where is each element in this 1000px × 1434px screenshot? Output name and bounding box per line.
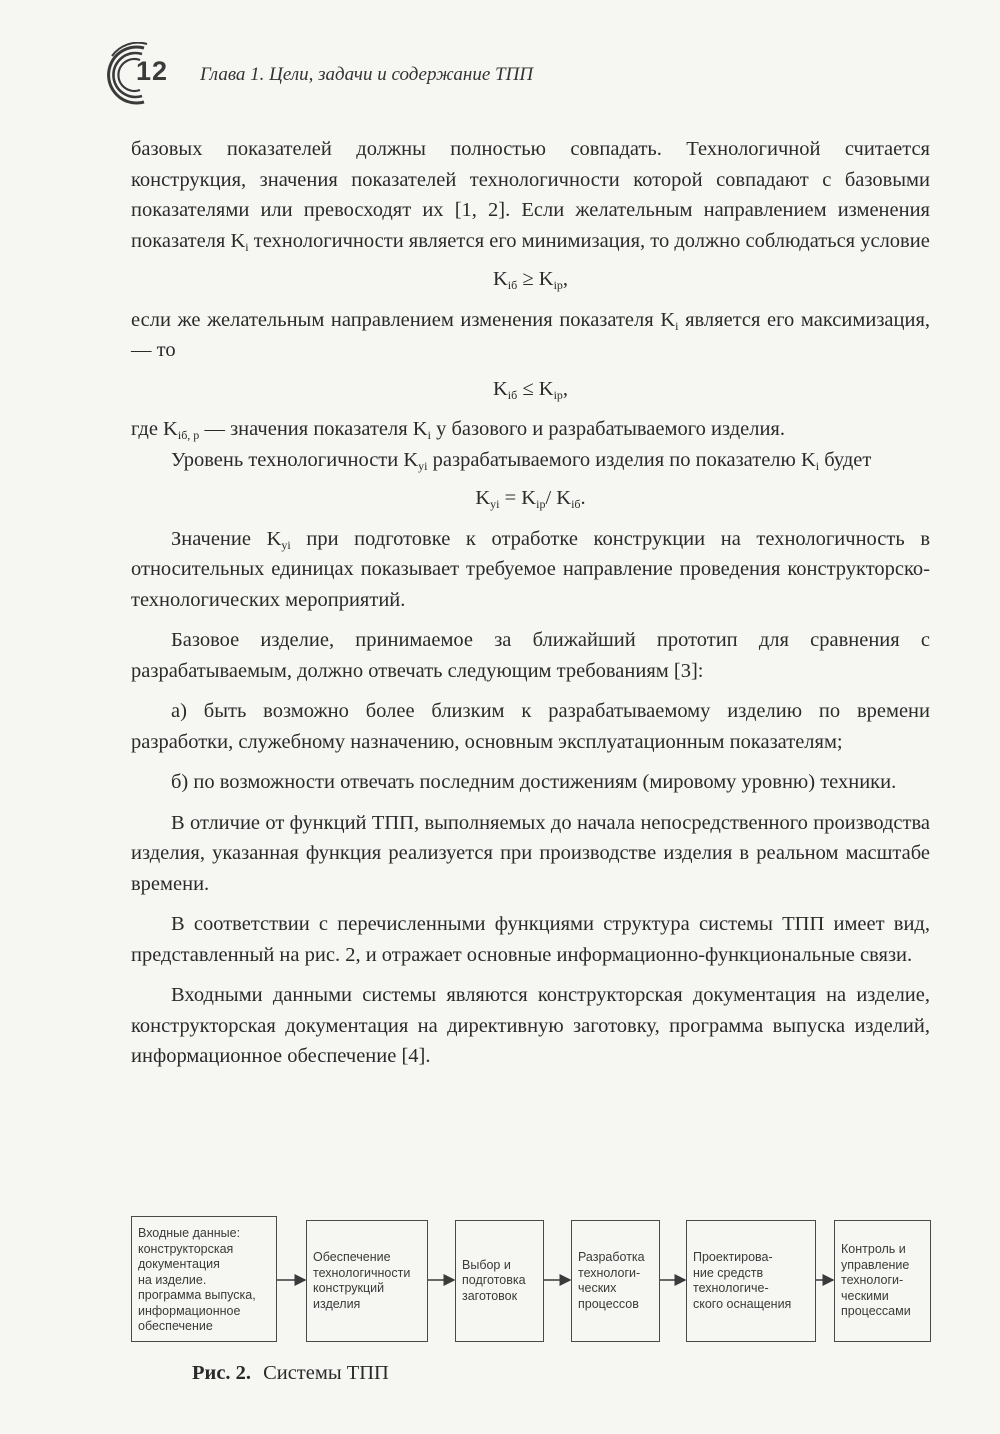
list-item: б) по возможности отвечать последним достижениям (мировому уровню) техники.: [171, 771, 897, 793]
box-processes: Разработка технологи- ческих процессов: [571, 1220, 660, 1342]
box-tooling: Проектирова- ние средств технологиче- ского оснащения: [686, 1220, 816, 1342]
formula-3: $K_{yi} = K_{ip}/$ $K_{iб}$.: [475, 487, 586, 511]
paragraph: Значение $K_{yi}$ при подготовке к отработке конструкции на технологичность в относительных единицах показывает требуемое направление проведения конструкторско-технологических мероприятий.: [131, 527, 931, 611]
paragraph: Базовое изделие, принимаемое за ближайший прототип для сравнения с разрабатываемым, должно отвечать следующим требованиям [3]:: [131, 629, 930, 682]
flow-diagram: [131, 1216, 931, 1344]
formula-1: $K_{iб} \ge K_{ip}$,: [492, 268, 569, 292]
page-number: 12: [136, 56, 169, 86]
paragraph: Уровень технологичности $K_{yi}$ разрабатываемого изделия по показателю $K_i$ будет: [171, 448, 872, 473]
page-header: [100, 42, 900, 108]
paragraph: базовых показателей должны полностью совпадать. Технологичной считается конструкция, значения показателей технологичности которой совпадают с базовыми показателями или превосходят их [1, 2]. Если желательным направлением изменения показателя $K_i$ технологичности является его минимизация, то должно соблюдаться условие: [131, 138, 930, 254]
paragraph: Входными данными системы являются конструкторская документация на изделие, конструкторская документация на директивную заготовку, программа выпуска изделий, информационное обеспечение [4].: [131, 984, 930, 1067]
paragraph: если же желательным направлением изменения показателя $K_i$ является его максимизация, — то: [131, 308, 931, 361]
running-title: Глава 1. Цели, задачи и содержание ТПП: [200, 64, 534, 85]
box-control: Контроль и управление технологи- ческими процессами: [834, 1220, 931, 1342]
paragraph: В соответствии с перечисленными функциями структура системы ТПП имеет вид, представленный на рис. 2, и отражает основные информационно-функциональные связи.: [131, 913, 930, 966]
formula-2: $K_{iб} \le K_{ip}$,: [492, 377, 569, 402]
figure-caption: [192, 1362, 389, 1385]
box-blanks: Выбор и подготовка заготовок: [455, 1220, 544, 1342]
caption-label: Рис. 2.: [192, 1362, 252, 1384]
paragraph: В отличие от функций ТПП, выполняемых до начала непосредственного производства изделия, указанная функция реализуется при производстве изделия в реальном масштабе времени.: [131, 811, 930, 895]
body-text: [131, 134, 930, 1072]
box-input-data: Входные данные: конструкторская документация на изделие. программа выпуска, информационное обеспечение: [131, 1216, 277, 1342]
caption-title: Системы ТПП: [263, 1362, 389, 1384]
paragraph: где $K_{iб, р}$ — значения показателя $K_i$ у базового и разрабатываемого изделия.: [131, 418, 785, 442]
box-manufacturability: Обеспечение технологичности конструкций изделия: [306, 1220, 428, 1342]
list-item: а) быть возможно более близким к разрабатываемому изделию по времени разработки, служебному назначению, основным эксплуатационным показателям;: [131, 700, 930, 753]
